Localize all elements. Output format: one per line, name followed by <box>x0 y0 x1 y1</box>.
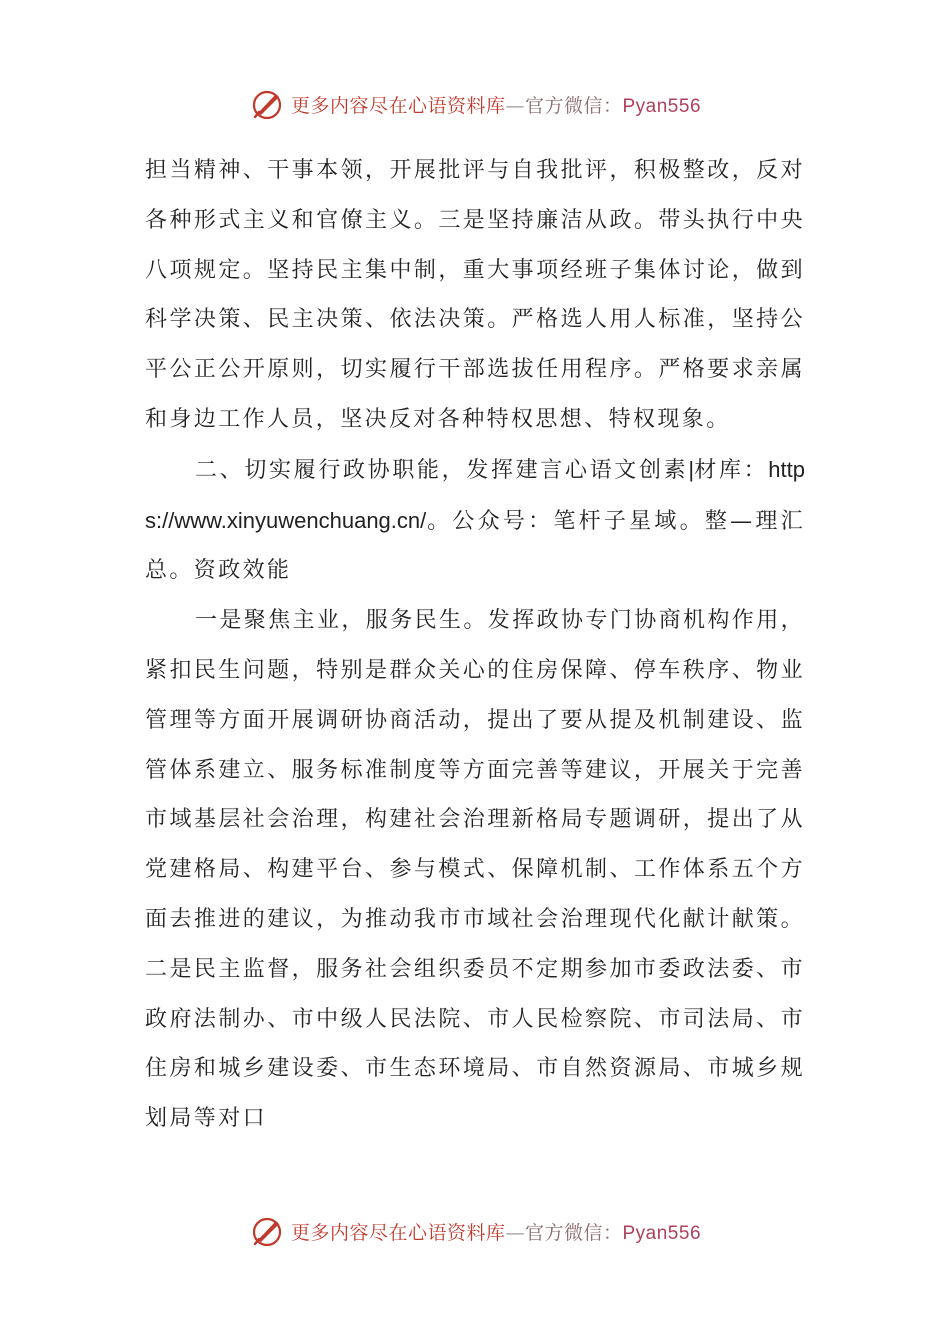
paragraph-2-bar: | <box>688 456 695 482</box>
header-wechat-id: Pyan556 <box>622 95 702 117</box>
header-wechat-label: 官方微信： <box>524 94 623 117</box>
quill-pen-logo-icon <box>249 1213 285 1249</box>
document-body <box>145 146 805 1144</box>
paragraph-1: 担当精神、干事本领，开展批评与自我批评，积极整改，反对各种形式主义和官僚主义。三是坚持廉洁从政。带头执行中央八项规定。坚持民主集中制，重大事项经班子集体讨论，做到科学决策、民主决策、依法决策。严格选人用人标准，坚持公平公正公开原则，切实履行干部选拔任用程序。严格要求亲属和身边工作人员，坚决反对各种特权思想、特权现象。 <box>145 158 805 432</box>
footer-wechat-id: Pyan556 <box>622 1222 702 1244</box>
footer-wechat-label: 官方微信： <box>524 1221 623 1244</box>
footer-promo <box>291 1218 701 1245</box>
paragraph-3: 一是聚焦主业，服务民生。发挥政协专门协商机构作用，紧扣民生问题，特别是群众关心的住房保障、停车秩序、物业管理等方面开展调研协商活动，提出了要从提及机制建设、监管体系建立、服务标准制度等方面完善等建议，开展关于完善市域基层社会治理，构建社会治理新格局专题调研，提出了从党建格局、构建平台、参与模式、保障机制、工作体系五个方面去推进的建议，为推动我市市域社会治理现代化献计献策。二是民主监督，服务社会组织委员不定期参加市委政法委、市政府法制办、市中级人民法院、市人民检察院、市司法局、市住房和城乡建设委、市生态环境局、市自然资源局、市城乡规划局等对口 <box>145 608 806 1132</box>
footer-banner <box>0 1209 950 1253</box>
paragraph-2-kuku: 材库： <box>694 457 769 483</box>
footer-promo-text: 更多内容尽在心语资料库 <box>290 1221 506 1244</box>
header-promo <box>291 91 701 118</box>
quill-pen-logo-icon <box>249 86 285 122</box>
header-dash: — <box>505 94 525 117</box>
paragraph-2-lead: 二、切实履行政协职能，发挥建言心语文创素 <box>195 457 689 483</box>
header-banner <box>0 82 950 126</box>
paragraph-2-url: https://www.xinyuwenchuang.cn/ <box>145 456 805 533</box>
header-promo-text: 更多内容尽在心语资料库 <box>290 94 506 117</box>
paragraph-2 <box>145 445 805 596</box>
paragraph-2-tail: 。公众号：笔杆子星域。整—理汇总。资政效能 <box>145 508 805 584</box>
footer-dash: — <box>505 1221 525 1244</box>
